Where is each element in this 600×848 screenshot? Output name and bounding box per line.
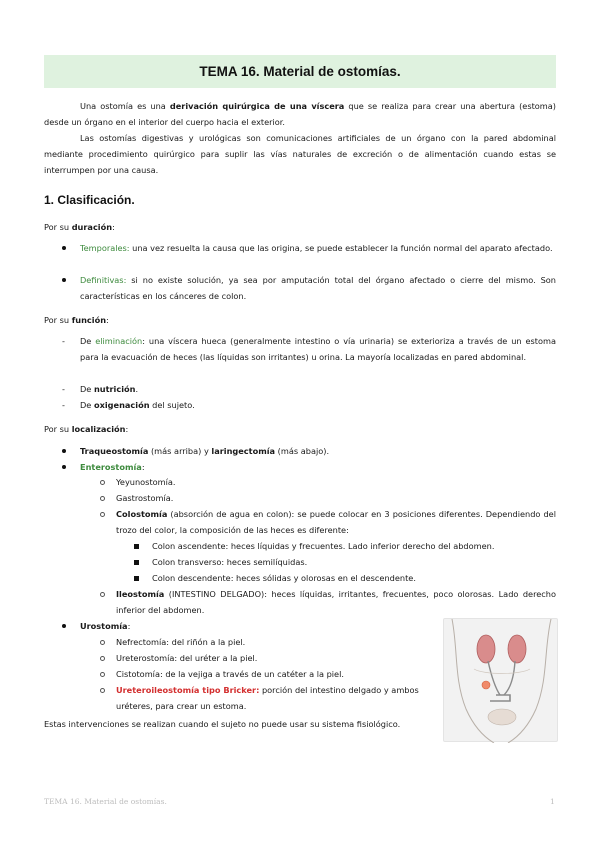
- square-bullet: [134, 560, 139, 565]
- dash-bullet: -: [62, 384, 65, 394]
- circle-bullet: [100, 480, 105, 485]
- local-item-traqueostomia: Traqueostomía (más arriba) y laringectomía (más abajo).: [80, 446, 330, 456]
- bullet-dot: [62, 278, 66, 282]
- funcion-item-eliminacion: De eliminación: una víscera hueca (generalmente intestino o vía urinaria) se exterioriza a través de un estoma para la evacuación de heces (las líquidas son irritantes) u orina. La mayoría localizadas en pared abdominal.: [80, 336, 556, 362]
- funcion-item-oxigenacion: De oxigenación del sujeto.: [80, 400, 195, 410]
- bullet-dot: [62, 246, 66, 250]
- dash-bullet: -: [62, 336, 65, 346]
- funcion-label: Por su función:: [44, 315, 109, 325]
- circle-bullet: [100, 496, 105, 501]
- bullet-dot: [62, 449, 66, 453]
- uro-item-ureterostomia: Ureterostomía: del uréter a la piel.: [116, 653, 258, 663]
- closing-paragraph: Estas intervenciones se realizan cuando el sujeto no puede usar su sistema fisiológico.: [44, 719, 401, 729]
- uro-item-cistotomia: Cistotomía: de la vejiga a través de un catéter a la piel.: [116, 669, 344, 679]
- intro-paragraph-2: Las ostomías digestivas y urológicas son comunicaciones artificiales de un órgano con la pared abdominal mediante procedimiento quirúrgico para suplir las vías naturales de excreción o de alimentación cuando estas se interrumpen por una causa.: [44, 133, 556, 175]
- colon-item-ascendente: Colon ascendente: heces líquidas y frecuentes. Lado inferior derecho del abdomen.: [152, 541, 495, 551]
- title-banner: [44, 55, 556, 88]
- duracion-item-temporales: Temporales: una vez resuelta la causa que las origina, se puede establecer la función normal del aparato afectado.: [80, 243, 553, 253]
- local-item-urostomia: Urostomía:: [80, 621, 131, 631]
- square-bullet: [134, 576, 139, 581]
- colon-item-transverso: Colon transverso: heces semilíquidas.: [152, 557, 308, 567]
- intro-paragraph-1: Una ostomía es una derivación quirúrgica de una víscera que se realiza para crear una abertura (estoma) desde un órgano en el interior del cuerpo hacia el exterior.: [44, 101, 556, 127]
- circle-bullet: [100, 656, 105, 661]
- entero-item-gastrostomia: Gastrostomía.: [116, 493, 174, 503]
- local-item-enterostomia: Enterostomía:: [80, 462, 145, 472]
- entero-item-ileostomia: Ileostomía (INTESTINO DELGADO): heces líquidas, irritantes, frecuentes, poco olorosas. Lado derecho inferior del abdomen.: [116, 589, 556, 615]
- footer-title: TEMA 16. Material de ostomías.: [44, 797, 167, 806]
- circle-bullet: [100, 640, 105, 645]
- circle-bullet: [100, 592, 105, 597]
- circle-bullet: [100, 512, 105, 517]
- bullet-dot: [62, 624, 66, 628]
- urostomy-illustration: [443, 618, 558, 742]
- uro-item-bricker: Ureteroileostomía tipo Bricker: porción del intestino delgado y ambos uréteres, para crear un estoma.: [116, 685, 419, 711]
- entero-item-yeyunostomia: Yeyunostomía.: [116, 477, 176, 487]
- section-heading-clasificacion: 1. Clasificación.: [44, 193, 135, 207]
- colon-item-descendente: Colon descendente: heces sólidas y olorosas en el descendente.: [152, 573, 416, 583]
- circle-bullet: [100, 688, 105, 693]
- duracion-label: Por su duración:: [44, 222, 115, 232]
- square-bullet: [134, 544, 139, 549]
- urinary-anatomy-figure: [444, 619, 559, 743]
- uro-item-nefrectomia: Nefrectomía: del riñón a la piel.: [116, 637, 246, 647]
- bullet-dot: [62, 465, 66, 469]
- entero-item-colostomia: Colostomía (absorción de agua en colon): se puede colocar en 3 posiciones diferentes. Dependiendo del trozo del color, la composición de las heces es diferente:: [116, 509, 556, 535]
- page-title: TEMA 16. Material de ostomías.: [199, 64, 401, 79]
- circle-bullet: [100, 672, 105, 677]
- page-number: 1: [550, 797, 555, 806]
- duracion-item-definitivas: Definitivas: si no existe solución, ya sea por amputación total del órgano afectado o cierre del mismo. Son características en los cánceres de colon.: [80, 275, 556, 301]
- localizacion-label: Por su localización:: [44, 424, 129, 434]
- funcion-item-nutricion: De nutrición.: [80, 384, 139, 394]
- dash-bullet: -: [62, 400, 65, 410]
